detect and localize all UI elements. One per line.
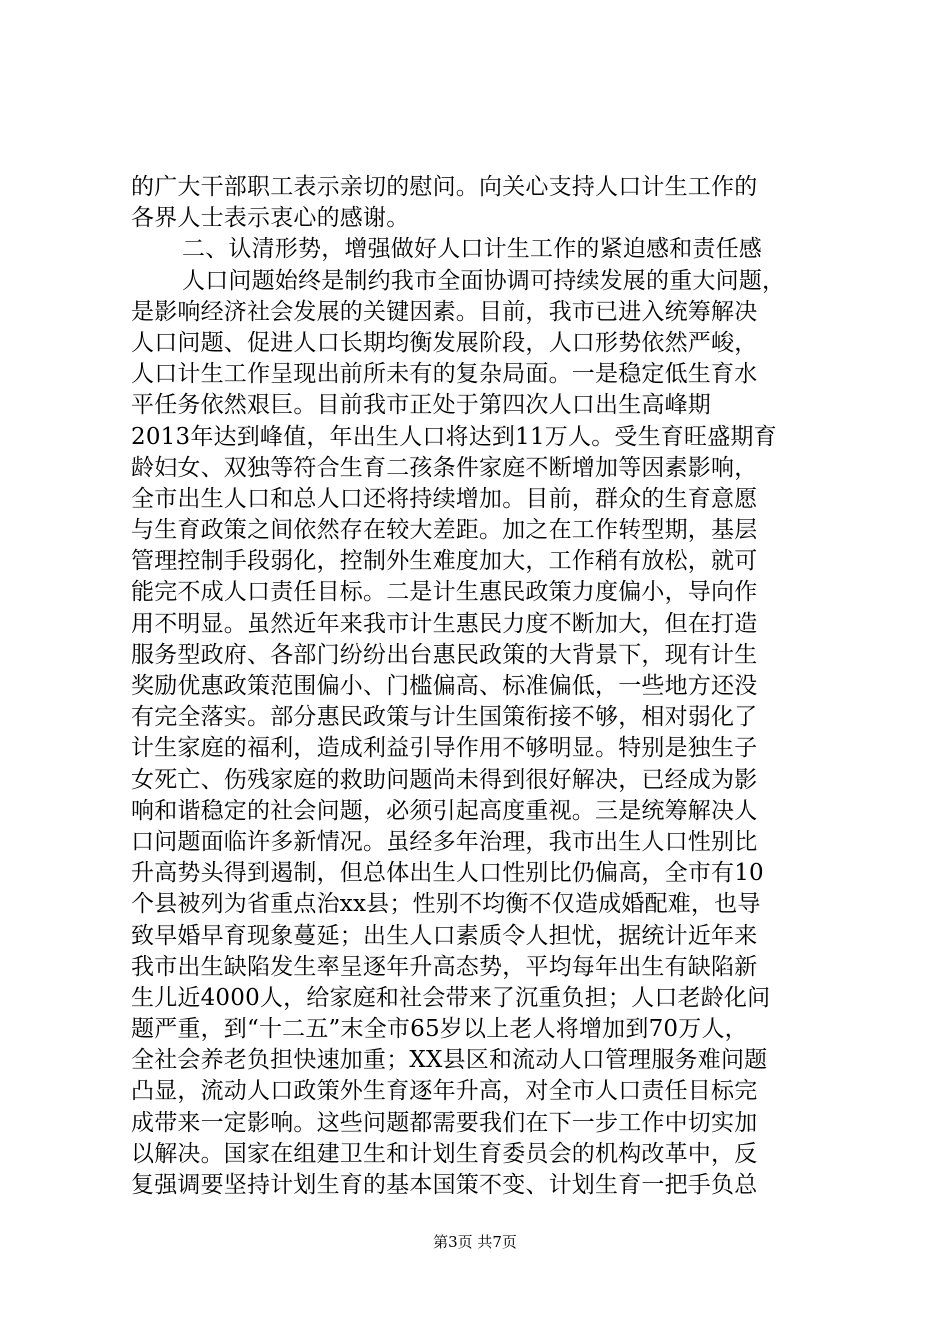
text-line: 致早婚早育现象蔓延；出生人口素质令人担忧，据统计近年来 [131,922,758,949]
text-line: 全市出生人口和总人口还将持续增加。目前，群众的生育意愿 [131,485,758,512]
text-line: 2013年达到峰值，年出生人口将达到11万人。受生育旺盛期育 [131,423,777,450]
text-line: 人口问题始终是制约我市全面协调可持续发展的重大问题， [182,267,786,294]
text-line: 用不明显。虽然近年来我市计生惠民力度不断加大，但在打造 [131,610,758,637]
text-line: 管理控制手段弱化，控制外生难度加大，工作稍有放松，就可 [131,548,758,575]
text-line: 人口问题、促进人口长期均衡发展阶段，人口形势依然严峻， [131,329,758,356]
text-line: 有完全落实。部分惠民政策与计生国策衔接不够，相对弱化了 [131,704,758,731]
text-line: 计生家庭的福利，造成利益引导作用不够明显。特别是独生子 [131,735,758,762]
text-line: 我市出生缺陷发生率呈逐年升高态势，平均每年出生有缺陷新 [131,953,758,980]
text-line: 题严重，到“十二五”末全市65岁以上老人将增加到70万人， [131,1016,748,1043]
text-line: 的广大干部职工表示亲切的慰问。向关心支持人口计生工作的 [131,174,758,200]
text-line: 个县被列为省重点治xx县；性别不均衡不仅造成婚配难，也导 [131,891,761,918]
text-line: 升高势头得到遏制，但总体出生人口性别比仍偏高，全市有10 [131,860,764,887]
text-line: 复强调要坚持计划生育的基本国策不变、计划生育一把手负总 [131,1172,758,1198]
text-line: 是影响经济社会发展的关键因素。目前，我市已进入统筹解决 [131,298,758,325]
text-line: 成带来一定影响。这些问题都需要我们在下一步工作中切实加 [131,1109,758,1136]
text-line: 女死亡、伤残家庭的救助问题尚未得到很好解决，已经成为影 [131,766,758,793]
page-footer: 第3页 共7页 [433,1233,517,1251]
body-text [131,172,831,1201]
text-line: 平任务依然艰巨。目前我市正处于第四次人口出生高峰期 [131,392,711,419]
text-line: 各界人士表示衷心的感谢。 [131,205,410,232]
text-line: 能完不成人口责任目标。二是计生惠民政策力度偏小，导向作 [131,579,758,606]
text-line: 响和谐稳定的社会问题，必须引起高度重视。三是统筹解决人 [131,797,758,824]
text-line: 全社会养老负担快速加重；XX县区和流动人口管理服务难问题 [131,1047,768,1074]
text-line: 凸显，流动人口政策外生育逐年升高，对全市人口责任目标完 [131,1078,758,1105]
text-line: 奖励优惠政策范围偏小、门槛偏高、标准偏低，一些地方还没 [131,673,758,699]
text-line: 生儿近4000人，给家庭和社会带来了沉重负担；人口老龄化问 [131,984,771,1011]
text-line: 口问题面临许多新情况。虽经多年治理，我市出生人口性别比 [131,828,758,855]
text-line: 以解决。国家在组建卫生和计划生育委员会的机构改革中，反 [131,1140,758,1167]
text-line: 二、认清形势，增强做好人口计生工作的紧迫感和责任感 [182,236,762,263]
text-line: 与生育政策之间依然存在较大差距。加之在工作转型期，基层 [131,517,758,544]
text-line: 服务型政府、各部门纷纷出台惠民政策的大背景下，现有计生 [131,641,758,668]
text-line: 龄妇女、双独等符合生育二孩条件家庭不断增加等因素影响， [131,454,758,481]
text-line: 人口计生工作呈现出前所未有的复杂局面。一是稳定低生育水 [131,361,758,388]
